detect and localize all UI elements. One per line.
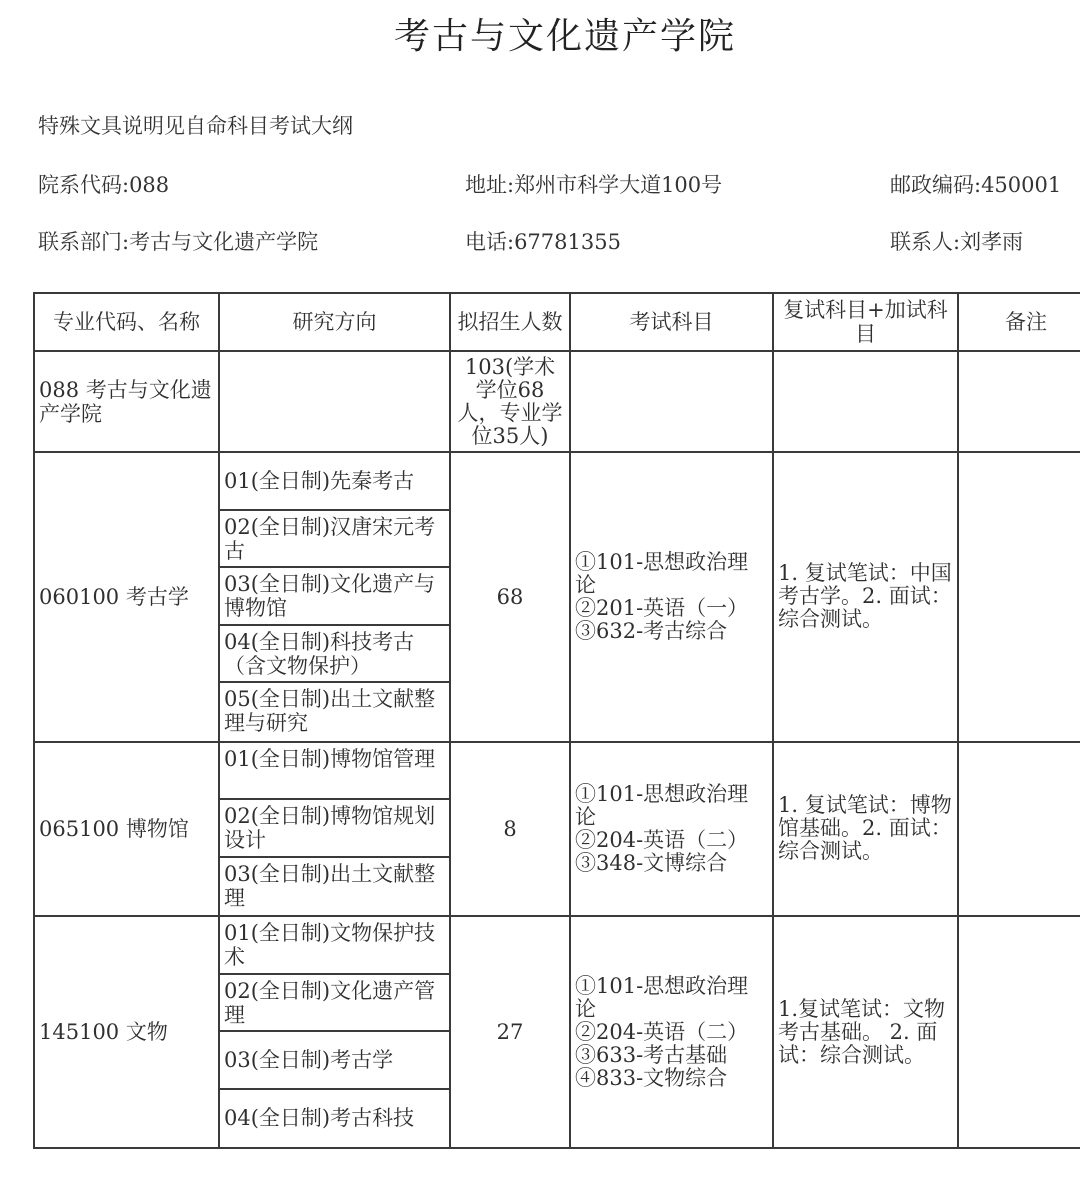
header-row: [34, 293, 1080, 351]
retest-subjects: 1.复试笔试：文物考古基础。 2. 面试：综合测试。: [773, 916, 958, 1148]
header-major: 专业代码、名称: [34, 293, 219, 351]
header-retest: 复试科目+加试科目: [773, 293, 958, 351]
exam-subject: ②201-英语（一）: [575, 595, 749, 620]
direction-list: [219, 452, 450, 742]
page-title: 考古与文化遗产学院: [393, 16, 736, 57]
major-row: [34, 452, 1080, 742]
retest-subjects: 1. 复试笔试：中国考古学。2. 面试：综合测试。: [773, 452, 958, 742]
remark: [958, 742, 1080, 917]
direction-list: [219, 916, 450, 1148]
retest-subjects: 1. 复试笔试：博物馆基础。2. 面试：综合测试。: [773, 742, 958, 917]
direction-item: 04(全日制)考古科技: [224, 1106, 415, 1131]
direction-item: 05(全日制)出土文献整理与研究: [224, 687, 436, 735]
direction-item: 02(全日制)文化遗产管理: [220, 975, 449, 1033]
exam-subject: ②204-英语（二）: [575, 827, 749, 852]
summary-direction: [219, 351, 450, 452]
direction-item: 02(全日制)博物馆规划设计: [220, 800, 449, 858]
direction-item: 03(全日制)出土文献整理: [224, 861, 436, 910]
exam-subjects: [570, 916, 773, 1148]
postcode: 邮政编码:450001: [890, 173, 1062, 197]
direction-item: 04(全日制)科技考古（含文物保护）: [220, 626, 449, 684]
summary-subjects: [570, 351, 773, 452]
contact-person: 联系人:刘孝雨: [890, 230, 1024, 254]
summary-count: 103(学术学位68人，专业学位35人): [450, 351, 570, 452]
exam-subject: ③633-考古基础: [575, 1042, 728, 1067]
exam-subject: ②204-英语（二）: [575, 1019, 749, 1044]
address: 地址:郑州市科学大道100号: [465, 173, 723, 197]
exam-subject: ③348-文博综合: [575, 850, 728, 875]
remark: [958, 452, 1080, 742]
direction-list: [219, 742, 450, 917]
remark: [958, 916, 1080, 1148]
exam-subjects: [570, 452, 773, 742]
exam-subject: ④833-文物综合: [575, 1065, 728, 1090]
exam-subject: ①101-思想政治理论: [575, 973, 749, 1021]
exam-subject: ③632-考古综合: [575, 618, 728, 643]
dept-code: 院系代码:088: [38, 173, 170, 197]
header-count: 拟招生人数: [450, 293, 570, 351]
exam-subject: ①101-思想政治理论: [575, 781, 749, 829]
direction-item: 01(全日制)先秦考古: [220, 453, 449, 511]
summary-remark: [958, 351, 1080, 452]
summary-row: [34, 351, 1080, 452]
enrollment-count: 68: [450, 452, 570, 742]
phone: 电话:67781355: [465, 230, 621, 254]
admissions-table: [33, 292, 1080, 1149]
contact-dept: 联系部门:考古与文化遗产学院: [38, 230, 319, 254]
header-subjects: 考试科目: [570, 293, 773, 351]
header-remark: 备注: [958, 293, 1080, 351]
direction-item: 01(全日制)文物保护技术: [220, 917, 449, 975]
direction-item: 02(全日制)汉唐宋元考古: [220, 511, 449, 569]
major-row: [34, 742, 1080, 917]
summary-retest: [773, 351, 958, 452]
direction-item: 03(全日制)文化遗产与博物馆: [220, 568, 449, 626]
header-direction: 研究方向: [219, 293, 450, 351]
special-note: 特殊文具说明见自命科目考试大纲: [38, 114, 353, 138]
exam-subjects: [570, 742, 773, 917]
major-name: 145100 文物: [34, 916, 219, 1148]
enrollment-count: 8: [450, 742, 570, 917]
direction-item: 03(全日制)考古学: [220, 1032, 449, 1090]
direction-item: 01(全日制)博物馆管理: [220, 743, 449, 801]
major-name: 065100 博物馆: [34, 742, 219, 917]
exam-subject: ①101-思想政治理论: [575, 549, 749, 597]
major-name: 060100 考古学: [34, 452, 219, 742]
summary-name: 088 考古与文化遗产学院: [34, 351, 219, 452]
major-row: [34, 916, 1080, 1148]
enrollment-count: 27: [450, 916, 570, 1148]
